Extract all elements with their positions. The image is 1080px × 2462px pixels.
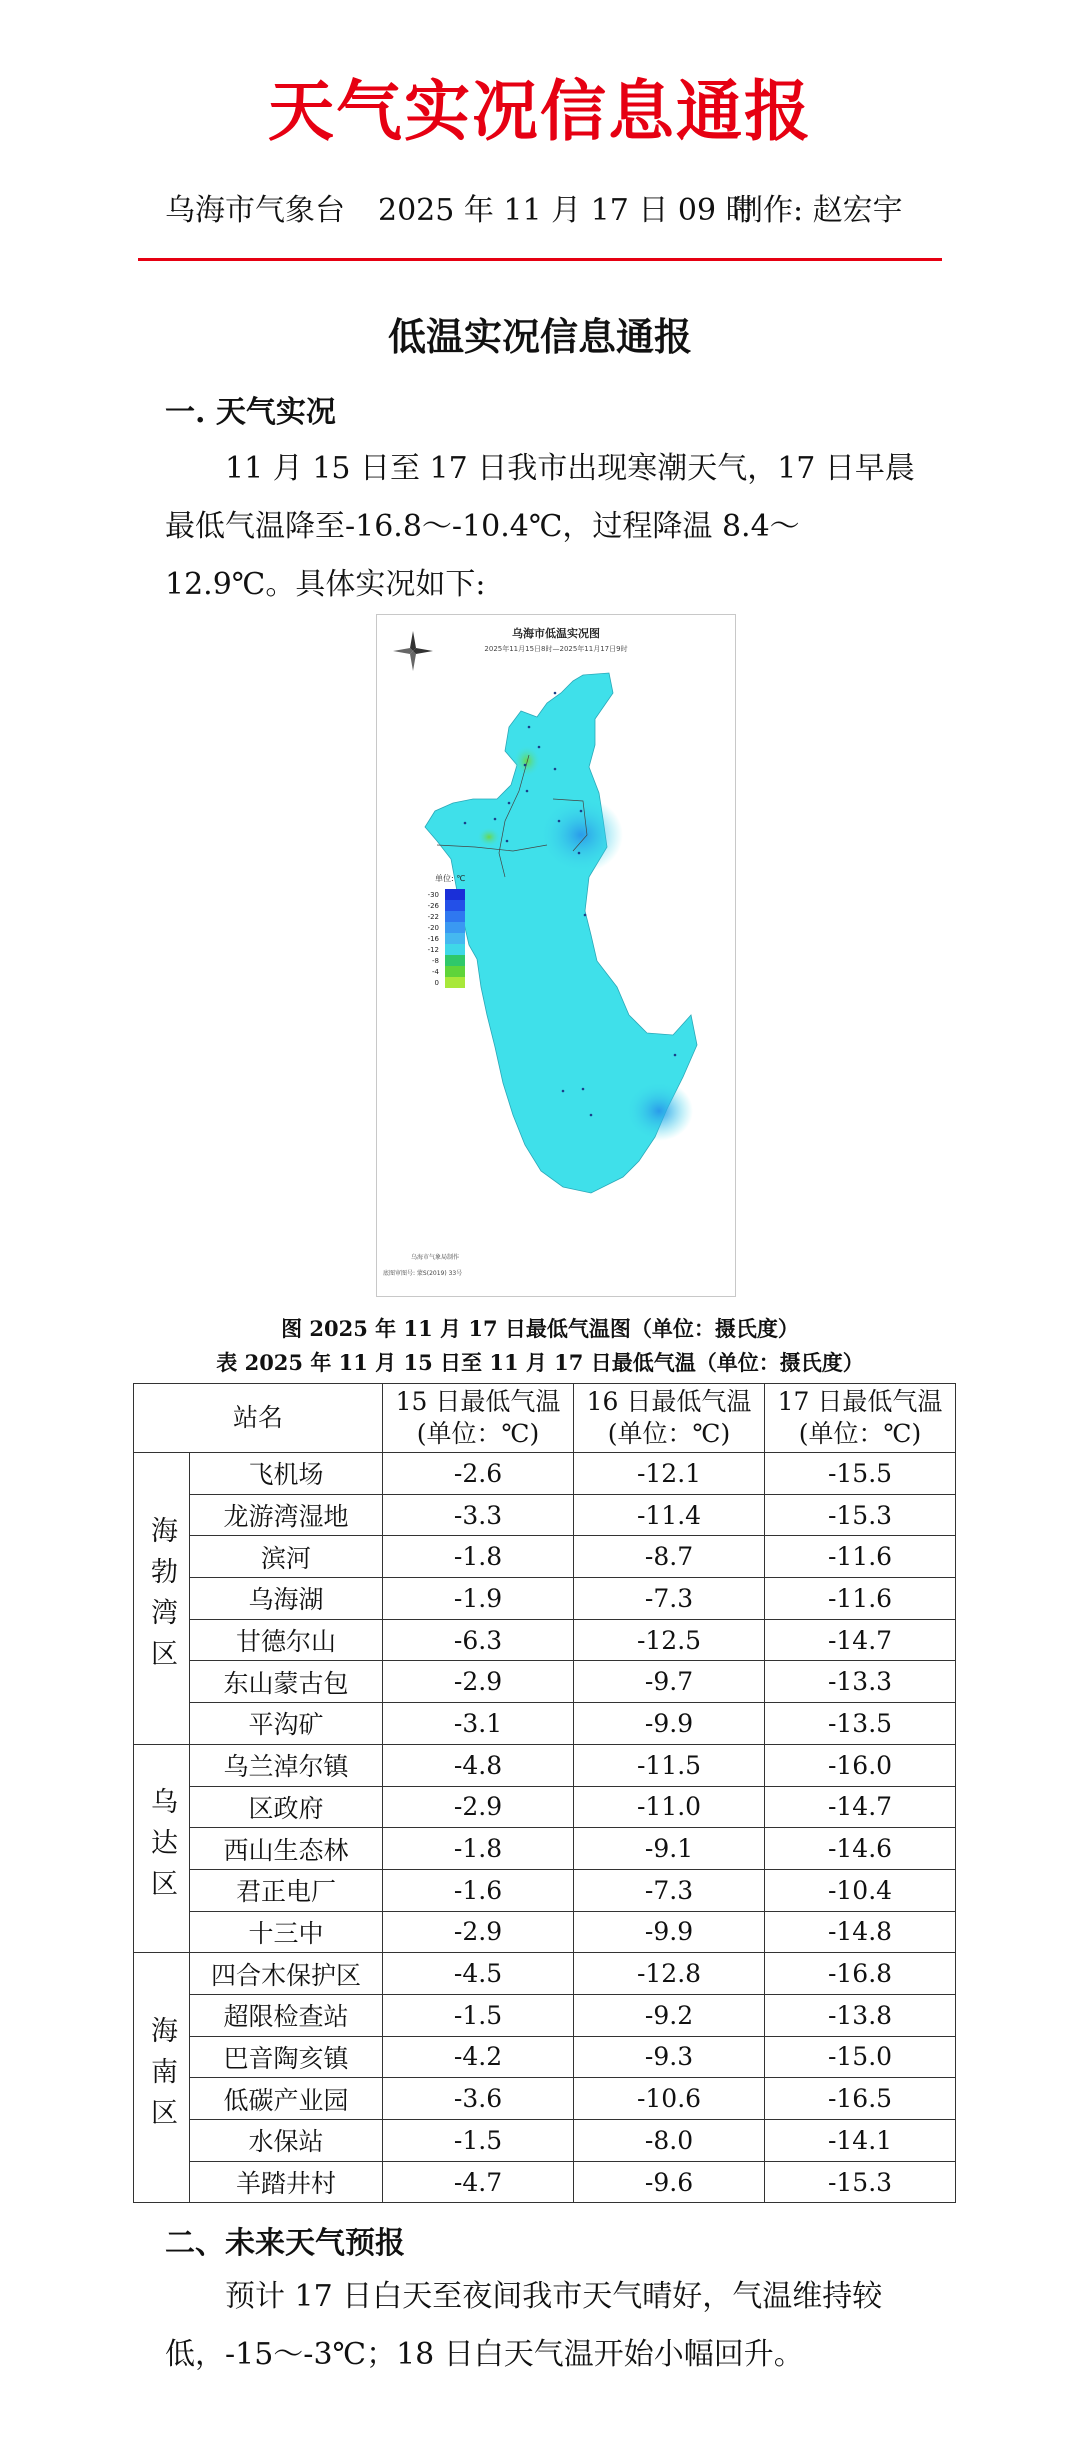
- table-row: [134, 2120, 956, 2162]
- station-name-cell: 十三中: [190, 1911, 383, 1953]
- legend-label: -8: [432, 957, 439, 965]
- temperature-cell: -14.7: [765, 1619, 956, 1661]
- temperature-cell: -15.5: [765, 1453, 956, 1495]
- legend-label: -30: [427, 891, 439, 899]
- temperature-cell: -15.3: [765, 2161, 956, 2203]
- table-row: [134, 1494, 956, 1536]
- compass-rose-icon: [393, 631, 433, 671]
- district-cell: 海勃湾区: [134, 1453, 190, 1745]
- temperature-table: [133, 1383, 956, 2203]
- temperature-cell: -13.5: [765, 1703, 956, 1745]
- temperature-cell: -12.1: [574, 1453, 765, 1495]
- map-producer: 乌海市气象局制作: [411, 1254, 460, 1261]
- station-name-cell: 乌兰淖尔镇: [190, 1744, 383, 1786]
- temperature-cell: -10.4: [765, 1869, 956, 1911]
- table-row: [134, 1661, 956, 1703]
- temperature-map: [376, 614, 736, 1297]
- temperature-cell: -9.6: [574, 2161, 765, 2203]
- temperature-cell: -4.7: [383, 2161, 574, 2203]
- station-name-cell: 西山生态林: [190, 1828, 383, 1870]
- station-name-cell: 四合木保护区: [190, 1953, 383, 1995]
- map-svg: [377, 615, 735, 1296]
- temperature-cell: -9.3: [574, 2036, 765, 2078]
- table-row: [134, 1953, 956, 1995]
- agency-name: 乌海市气象台: [165, 193, 345, 228]
- issue-datetime: 2025 年 11 月 17 日 09 时: [378, 193, 756, 228]
- temperature-cell: -11.4: [574, 1494, 765, 1536]
- author: 制作: 赵宏宇: [733, 193, 903, 228]
- station-name-cell: 巴音陶亥镇: [190, 2036, 383, 2078]
- temperature-cell: -15.0: [765, 2036, 956, 2078]
- header-divider: [138, 258, 942, 261]
- temperature-cell: -11.5: [574, 1744, 765, 1786]
- temperature-cell: -3.3: [383, 1494, 574, 1536]
- temperature-cell: -14.8: [765, 1911, 956, 1953]
- temperature-cell: -11.6: [765, 1536, 956, 1578]
- legend-swatch: [445, 955, 465, 966]
- temperature-cell: -9.7: [574, 1661, 765, 1703]
- header-day17-label: 17 日最低气温: [777, 1387, 943, 1416]
- map-approval-number: 底图审图号: 蒙S(2019) 33号: [383, 1270, 463, 1277]
- station-name-cell: 君正电厂: [190, 1869, 383, 1911]
- temperature-cell: -16.8: [765, 1953, 956, 1995]
- temperature-cell: -3.1: [383, 1703, 574, 1745]
- temperature-cell: -11.6: [765, 1578, 956, 1620]
- temperature-cell: -1.8: [383, 1828, 574, 1870]
- temperature-cell: -10.6: [574, 2078, 765, 2120]
- temperature-cell: -4.2: [383, 2036, 574, 2078]
- temperature-cell: -1.9: [383, 1578, 574, 1620]
- map-title: 乌海市低温实况图: [512, 627, 600, 640]
- temperature-cell: -2.9: [383, 1911, 574, 1953]
- station-name-cell: 羊踏井村: [190, 2161, 383, 2203]
- table-row: [134, 1619, 956, 1661]
- section1-heading: 一. 天气实况: [165, 395, 336, 430]
- header-day15: [383, 1384, 574, 1453]
- header-day16-unit: (单位：℃): [607, 1419, 731, 1448]
- temperature-cell: -9.1: [574, 1828, 765, 1870]
- temperature-cell: -11.0: [574, 1786, 765, 1828]
- legend-swatch: [445, 911, 465, 922]
- table-row: [134, 1786, 956, 1828]
- section2-heading: 二、未来天气预报: [165, 2226, 405, 2261]
- temperature-cell: -1.6: [383, 1869, 574, 1911]
- header-day16: [574, 1384, 765, 1453]
- legend-swatch: [445, 889, 465, 900]
- figure-caption: 图 2025 年 11 月 17 日最低气温图（单位：摄氏度）: [281, 1316, 799, 1341]
- temperature-cell: -1.8: [383, 1536, 574, 1578]
- temperature-cell: -13.8: [765, 1994, 956, 2036]
- legend-label: -22: [427, 913, 439, 921]
- header-day15-unit: (单位：℃): [416, 1419, 540, 1448]
- header-day17-unit: (单位：℃): [798, 1419, 922, 1448]
- temperature-cell: -14.6: [765, 1828, 956, 1870]
- district-cell: 乌达区: [134, 1744, 190, 1952]
- temperature-cell: -15.3: [765, 1494, 956, 1536]
- legend-swatch: [445, 977, 465, 988]
- report-title: 低温实况信息通报: [387, 314, 692, 359]
- table-row: [134, 1994, 956, 2036]
- station-name-cell: 水保站: [190, 2120, 383, 2162]
- legend-label: -26: [427, 902, 439, 910]
- legend-swatch: [445, 922, 465, 933]
- table-row: [134, 2036, 956, 2078]
- station-name-cell: 乌海湖: [190, 1578, 383, 1620]
- temperature-cell: -8.7: [574, 1536, 765, 1578]
- table-header-row: [134, 1384, 956, 1453]
- table-row: [134, 2078, 956, 2120]
- header-day16-label: 16 日最低气温: [586, 1387, 752, 1416]
- temperature-cell: -2.6: [383, 1453, 574, 1495]
- table-row: [134, 1744, 956, 1786]
- legend-swatch: [445, 900, 465, 911]
- table-row: [134, 1703, 956, 1745]
- legend-label: -20: [427, 924, 439, 932]
- header-day15-label: 15 日最低气温: [395, 1387, 561, 1416]
- table-row: [134, 1536, 956, 1578]
- temperature-cell: -1.5: [383, 1994, 574, 2036]
- station-name-cell: 低碳产业园: [190, 2078, 383, 2120]
- section2-body: [165, 2268, 915, 2384]
- table-row: [134, 1911, 956, 1953]
- temperature-cell: -6.3: [383, 1619, 574, 1661]
- map-subtitle: 2025年11月15日8时—2025年11月17日9时: [484, 645, 628, 653]
- temperature-cell: -2.9: [383, 1661, 574, 1703]
- table-body: [134, 1453, 956, 2203]
- table-row: [134, 1578, 956, 1620]
- station-name-cell: 甘德尔山: [190, 1619, 383, 1661]
- legend-unit: 单位: ℃: [435, 874, 466, 883]
- section1-text: 11 月 15 日至 17 日我市出现寒潮天气，17 日早晨最低气温降至-16.8～-10.4℃，过程降温 8.4～12.9℃。具体实况如下:: [165, 451, 915, 602]
- temperature-cell: -14.7: [765, 1786, 956, 1828]
- temperature-cell: -16.5: [765, 2078, 956, 2120]
- section2-text: 预计 17 日白天至夜间我市天气晴好，气温维持较低，-15～-3℃；18 日白天气温开始小幅回升。: [165, 2279, 883, 2372]
- temperature-cell: -2.9: [383, 1786, 574, 1828]
- table-row: [134, 1828, 956, 1870]
- station-name-cell: 龙游湾湿地: [190, 1494, 383, 1536]
- temperature-cell: -8.0: [574, 2120, 765, 2162]
- temperature-cell: -4.5: [383, 1953, 574, 1995]
- temperature-cell: -7.3: [574, 1578, 765, 1620]
- station-name-cell: 平沟矿: [190, 1703, 383, 1745]
- temperature-cell: -14.1: [765, 2120, 956, 2162]
- temperature-cell: -16.0: [765, 1744, 956, 1786]
- table-row: [134, 1453, 956, 1495]
- header-day17: [765, 1384, 956, 1453]
- legend-label: 0: [434, 979, 439, 987]
- table-caption: 表 2025 年 11 月 15 日至 11 月 17 日最低气温（单位：摄氏度）: [216, 1350, 864, 1375]
- legend-swatch: [445, 966, 465, 977]
- section1-body: [165, 440, 915, 614]
- header-station: 站名: [134, 1384, 383, 1453]
- temperature-cell: -9.9: [574, 1911, 765, 1953]
- station-name-cell: 飞机场: [190, 1453, 383, 1495]
- temperature-cell: -13.3: [765, 1661, 956, 1703]
- temperature-cell: -1.5: [383, 2120, 574, 2162]
- legend-label: -16: [427, 935, 439, 943]
- station-name-cell: 超限检查站: [190, 1994, 383, 2036]
- table-row: [134, 1869, 956, 1911]
- station-name-cell: 区政府: [190, 1786, 383, 1828]
- legend: [428, 889, 465, 988]
- temperature-cell: -12.8: [574, 1953, 765, 1995]
- temperature-cell: -7.3: [574, 1869, 765, 1911]
- legend-swatch: [445, 933, 465, 944]
- station-name-cell: 滨河: [190, 1536, 383, 1578]
- temperature-cell: -12.5: [574, 1619, 765, 1661]
- table-row: [134, 2161, 956, 2203]
- district-cell: 海南区: [134, 1953, 190, 2203]
- temperature-cell: -4.8: [383, 1744, 574, 1786]
- temperature-cell: -3.6: [383, 2078, 574, 2120]
- legend-label: -4: [432, 968, 439, 976]
- temperature-cell: -9.9: [574, 1703, 765, 1745]
- station-name-cell: 东山蒙古包: [190, 1661, 383, 1703]
- temperature-cell: -9.2: [574, 1994, 765, 2036]
- legend-label: -12: [427, 946, 439, 954]
- legend-swatch: [445, 944, 465, 955]
- document-title: 天气实况信息通报: [268, 72, 812, 150]
